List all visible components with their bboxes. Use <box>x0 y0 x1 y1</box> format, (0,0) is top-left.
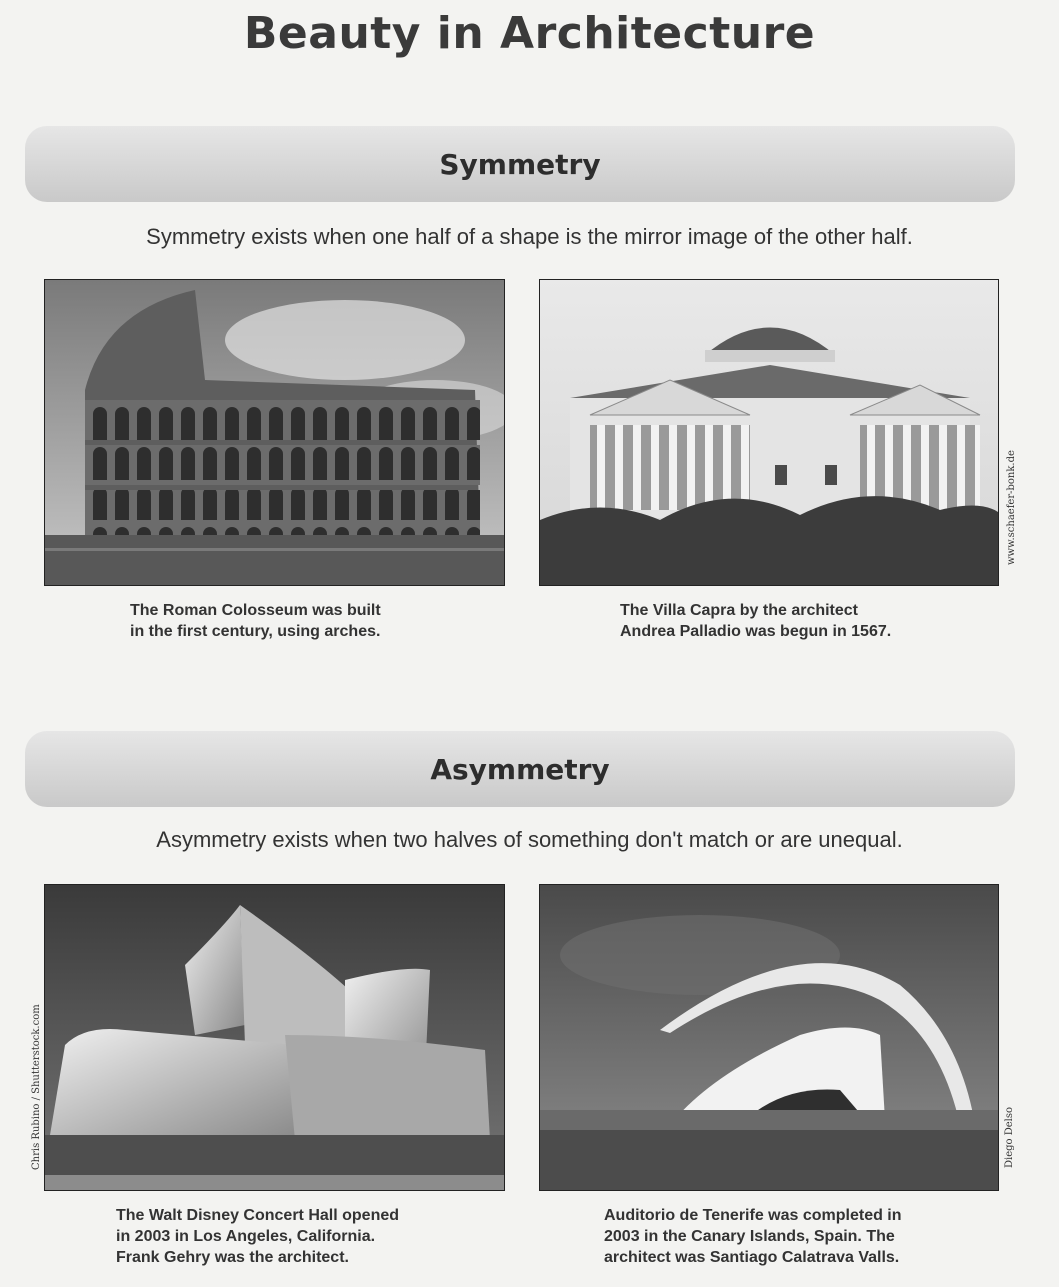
tenerife-caption-line-3: architect was Santiago Calatrava Valls. <box>604 1249 900 1266</box>
disney-concert-hall-photo <box>44 884 505 1191</box>
colosseum-caption-line-2: in the first century, using arches. <box>130 623 381 640</box>
villa-capra-caption-line-1: The Villa Capra by the architect <box>620 602 859 619</box>
tenerife-caption-line-2: 2003 in the Canary Islands, Spain. The <box>604 1228 895 1245</box>
photo-credit-schaefer-bonk: www.schaefer-bonk.de <box>1006 450 1017 565</box>
disney-caption-line-1: The Walt Disney Concert Hall opened <box>116 1207 400 1224</box>
asymmetry-heading-band <box>25 731 1015 807</box>
colosseum-caption <box>130 600 381 642</box>
asymmetry-heading: Asymmetry <box>430 752 610 786</box>
colosseum-caption-line-1: The Roman Colosseum was built <box>130 602 381 619</box>
villa-capra-photo <box>539 279 999 586</box>
disney-concert-hall-caption <box>116 1205 399 1268</box>
photo-credit-shutterstock: Chris Rubino / Shutterstock.com <box>31 1004 42 1170</box>
auditorio-tenerife-caption <box>604 1205 902 1268</box>
villa-capra-caption-line-2: Andrea Palladio was begun in 1567. <box>620 623 892 640</box>
symmetry-heading: Symmetry <box>439 147 601 181</box>
disney-caption-line-2: in 2003 in Los Angeles, California. <box>116 1228 376 1245</box>
colosseum-photo <box>44 279 505 586</box>
photo-credit-diego-delso: Diego Delso <box>1004 1106 1015 1168</box>
tenerife-caption-line-1: Auditorio de Tenerife was completed in <box>604 1207 902 1224</box>
symmetry-heading-band <box>25 126 1015 202</box>
page-title: Beauty in Architecture <box>243 8 816 59</box>
asymmetry-definition: Asymmetry exists when two halves of something don't match or are unequal. <box>156 827 903 852</box>
symmetry-definition: Symmetry exists when one half of a shape is the mirror image of the other half. <box>146 224 913 249</box>
villa-capra-caption <box>620 600 891 642</box>
disney-caption-line-3: Frank Gehry was the architect. <box>116 1249 349 1266</box>
auditorio-tenerife-photo <box>539 884 999 1191</box>
